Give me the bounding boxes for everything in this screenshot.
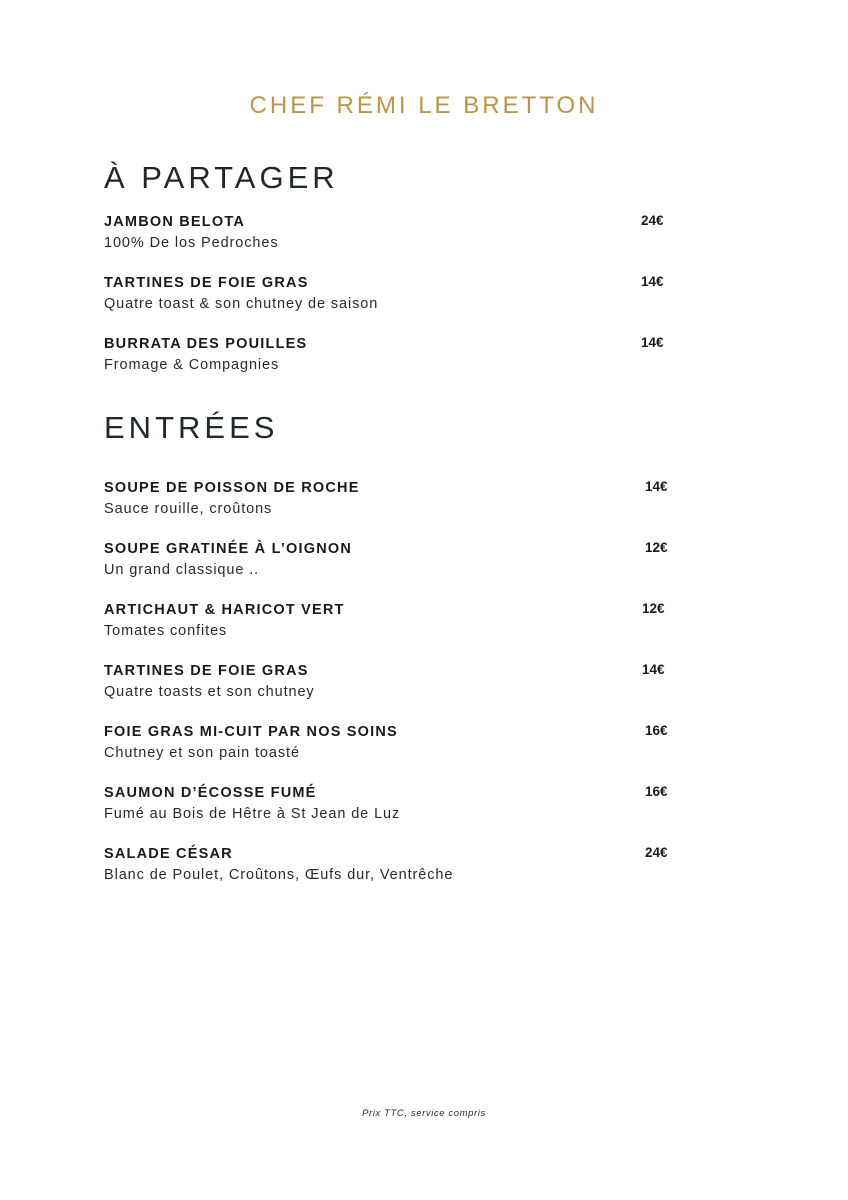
item-description: Blanc de Poulet, Croûtons, Œufs dur, Ventrêche — [104, 867, 454, 883]
item-name: BURRATA DES POUILLES — [104, 336, 308, 352]
item-name: TARTINES DE FOIE GRAS — [104, 275, 309, 291]
item-price: 12€ — [645, 540, 668, 555]
item-price: 12€ — [642, 601, 665, 616]
section-title-a-partager: À PARTAGER — [104, 160, 339, 195]
item-description: Un grand classique .. — [104, 562, 260, 578]
price-note-footer: Prix TTC, service compris — [362, 1108, 486, 1119]
menu-item — [104, 601, 704, 645]
item-description: Sauce rouille, croûtons — [104, 501, 273, 517]
item-description: Quatre toasts et son chutney — [104, 684, 315, 700]
item-price: 14€ — [641, 274, 664, 289]
item-description: Quatre toast & son chutney de saison — [104, 296, 379, 312]
item-name: JAMBON BELOTA — [104, 214, 245, 230]
section-title-entrees: ENTRÉES — [104, 410, 279, 445]
item-name: ARTICHAUT & HARICOT VERT — [104, 602, 345, 618]
item-name: SOUPE DE POISSON DE ROCHE — [104, 480, 360, 496]
item-description: Tomates confites — [104, 623, 228, 639]
item-price: 14€ — [641, 335, 664, 350]
menu-item — [104, 479, 704, 523]
item-price: 24€ — [641, 213, 664, 228]
item-price: 14€ — [645, 479, 668, 494]
item-description: Fumé au Bois de Hêtre à St Jean de Luz — [104, 806, 401, 822]
chef-title: CHEF RÉMI LE BRETTON — [249, 92, 599, 119]
item-price: 16€ — [645, 784, 668, 799]
menu-item — [104, 274, 704, 318]
menu-item — [104, 213, 704, 257]
item-price: 24€ — [645, 845, 668, 860]
item-description: 100% De los Pedroches — [104, 235, 279, 251]
item-name: SALADE CÉSAR — [104, 846, 233, 862]
item-description: Chutney et son pain toasté — [104, 745, 300, 761]
item-name: SAUMON D’ÉCOSSE FUMÉ — [104, 785, 317, 801]
menu-item — [104, 335, 704, 379]
menu-item — [104, 845, 704, 889]
menu-item — [104, 784, 704, 828]
menu-item — [104, 540, 704, 584]
item-name: TARTINES DE FOIE GRAS — [104, 663, 309, 679]
menu-item — [104, 662, 704, 706]
menu-item — [104, 723, 704, 767]
item-price: 14€ — [642, 662, 665, 677]
item-description: Fromage & Compagnies — [104, 357, 280, 373]
item-name: FOIE GRAS MI-CUIT PAR NOS SOINS — [104, 724, 398, 740]
item-price: 16€ — [645, 723, 668, 738]
item-name: SOUPE GRATINÉE À L’OIGNON — [104, 541, 353, 557]
